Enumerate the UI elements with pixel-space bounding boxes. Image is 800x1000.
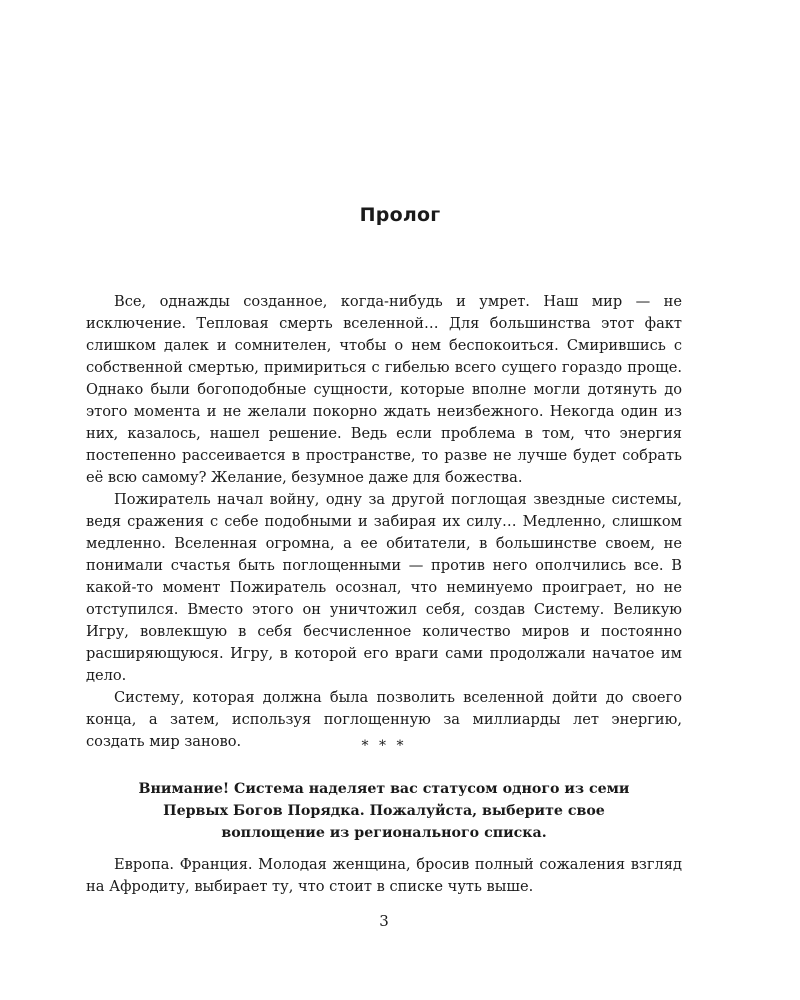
system-notice-line: воплощение из регионального списка. (221, 825, 547, 841)
closing-paragraph: Европа. Франция. Молодая женщина, бросив полный сожаления взгляд на Афродиту, выбирает ту, что стоит в списке чуть выше. (86, 856, 682, 895)
chapter-title: Пролог (359, 204, 441, 226)
prologue-text (86, 291, 682, 753)
paragraph-3: Систему, которая должна была позволить вселенной дойти до своего конца, а затем, используя поглощенную за миллиарды лет энергию, создать мир заново. (86, 689, 682, 750)
closing-text (86, 854, 682, 898)
system-notice-line: Внимание! Система наделяет вас статусом одного из семи (138, 781, 630, 797)
system-notice-line: Первых Богов Порядка. Пожалуйста, выберите свое (163, 803, 605, 819)
page-number: 3 (379, 912, 389, 930)
system-notice (86, 778, 682, 844)
paragraph-2: Пожиратель начал войну, одну за другой поглощая звездные системы, ведя сражения с себе подобными и забирая их силу… Медленно, слишком медленно. Вселенная огромна, а ее обитатели, в большинстве своем, не понимали счастья быть поглощенными — против него ополчились все. В какой-то момент Пожиратель осознал, что неминуемо проиграет, но не отступился. Вместо этого он уничтожил себя, создав Систему. Великую Игру, вовлекшую в себя бесчисленное количество миров и постоянно расширяющуюся. Игру, в которой его враги сами продолжали начатое им дело. (86, 491, 682, 684)
paragraph-1: Все, однажды созданное, когда-нибудь и умрет. Наш мир — не исключение. Тепловая смерть вселенной… Для большинства этот факт слишком далек и сомнителен, чтобы о нем беспокоиться. Смирившись с собственной смертью, примириться с гибелью всего сущего гораздо проще. Однако были богоподобные сущности, которые вполне могли дотянуть до этого момента и не желали покорно ждать неизбежного. Некогда один из них, казалось, нашел решение. Ведь если проблема в том, что энергия постепенно рассеивается в пространстве, то разве не лучше будет собрать её всю самому? Желание, безумное даже для божества. (86, 293, 682, 486)
section-separator: * * * (361, 738, 407, 754)
